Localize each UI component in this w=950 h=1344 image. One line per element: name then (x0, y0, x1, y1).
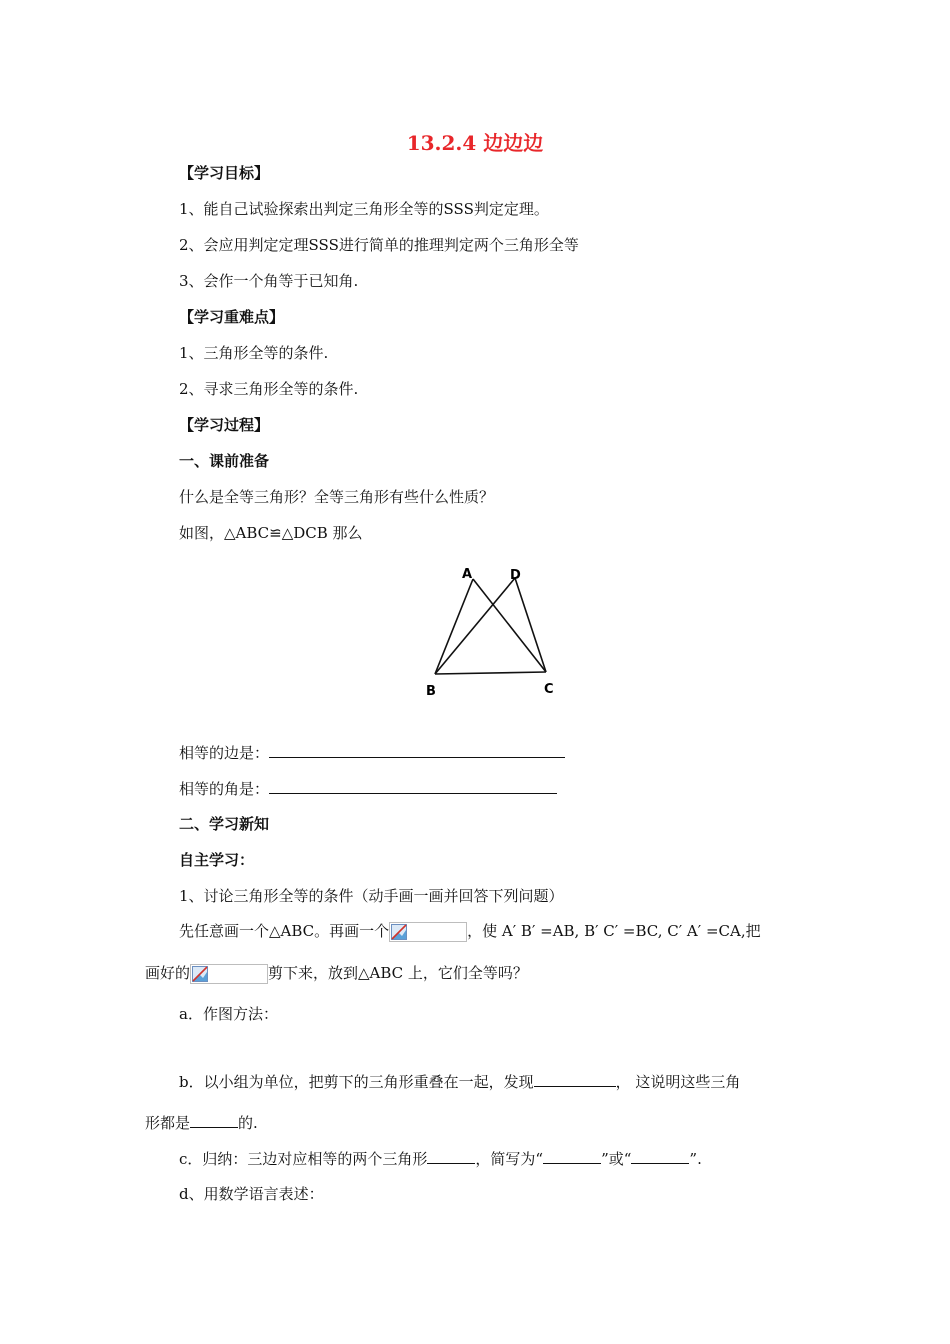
vertex-label-c: C (544, 682, 554, 697)
summary-text-d: ”. (689, 1150, 702, 1168)
overlap-text-a: b．以小组为单位，把剪下的三角形重叠在一起，发现 (179, 1073, 534, 1091)
draw-instruction-text-c: 画好的 (145, 964, 191, 982)
conclusion-blank[interactable] (190, 1112, 238, 1128)
objective-item: 3、会作一个角等于已知角. (179, 272, 359, 290)
math-statement-item: d、用数学语言表述： (179, 1185, 324, 1203)
equal-sides-label: 相等的边是： (179, 744, 270, 762)
summary-text-a: c．归纳：三边对应相等的两个三角形 (179, 1150, 428, 1168)
self-study-label: 自主学习： (179, 851, 255, 869)
objectives-heading: 【学习目标】 (179, 164, 270, 182)
equal-sides-blank[interactable] (269, 742, 565, 758)
draw-instruction-line1 (179, 921, 761, 942)
summary-text-b: ，简写为“ (475, 1150, 544, 1168)
objective-item: 1、能自己试验探索出判定三角形全等的SSS判定定理。 (179, 200, 549, 218)
summary-item (179, 1148, 702, 1169)
overlap-text-c: 形都是 (145, 1114, 191, 1132)
page-title: 13.2.4 边边边 (406, 131, 544, 155)
draw-instruction-text-a: 先任意画一个△ABC。再画一个 (179, 922, 390, 940)
overlap-item-line2 (145, 1112, 258, 1133)
figure-intro: 如图，△ABC≌△DCB 那么 (179, 524, 363, 542)
broken-image-icon (391, 924, 407, 940)
vertex-label-b: B (426, 684, 436, 699)
summary-text-c: ”或“ (601, 1150, 632, 1168)
vertex-label-d: D (510, 568, 521, 583)
method-item: a．作图方法： (179, 1005, 278, 1023)
abbreviation-blank-1[interactable] (543, 1148, 601, 1164)
overlap-item-line1 (179, 1071, 740, 1092)
overlap-text-b: ， 这说明这些三角 (615, 1073, 741, 1091)
broken-image-icon (192, 966, 208, 982)
missing-image-placeholder (389, 922, 467, 942)
key-point-item: 1、三角形全等的条件. (179, 344, 329, 362)
process-heading: 【学习过程】 (179, 416, 270, 434)
prep-heading: 一、课前准备 (179, 452, 270, 470)
segment-bc (435, 672, 546, 674)
discussion-item: 1、讨论三角形全等的条件（动手画一画并回答下列问题） (179, 887, 564, 905)
congruent-triangles-figure (415, 560, 565, 702)
overlap-text-d: 的. (238, 1114, 258, 1132)
segment-dc (515, 578, 546, 672)
summary-blank[interactable] (427, 1148, 475, 1164)
vertex-label-a: A (462, 567, 473, 582)
finding-blank[interactable] (534, 1071, 616, 1087)
key-point-item: 2、寻求三角形全等的条件. (179, 380, 359, 398)
equal-sides-row (179, 742, 565, 763)
segment-ab (435, 579, 473, 674)
objective-item: 2、会应用判定定理SSS进行简单的推理判定两个三角形全等 (179, 236, 579, 254)
equal-angles-row (179, 778, 557, 799)
new-knowledge-heading: 二、学习新知 (179, 815, 270, 833)
equal-angles-blank[interactable] (269, 778, 557, 794)
segment-ac (473, 579, 546, 672)
equal-angles-label: 相等的角是： (179, 780, 270, 798)
key-points-heading: 【学习重难点】 (179, 308, 285, 326)
draw-instruction-text-b: ，使 A′ B′ =AB, B′ C′ =BC, C′ A′ =CA,把 (467, 922, 761, 940)
missing-image-placeholder (190, 964, 268, 984)
abbreviation-blank-2[interactable] (631, 1148, 689, 1164)
prep-question: 什么是全等三角形？全等三角形有些什么性质？ (179, 488, 495, 506)
segment-db (435, 578, 515, 674)
draw-instruction-text-d: 剪下来，放到△ABC 上，它们全等吗？ (268, 964, 528, 982)
draw-instruction-line2 (145, 963, 528, 984)
